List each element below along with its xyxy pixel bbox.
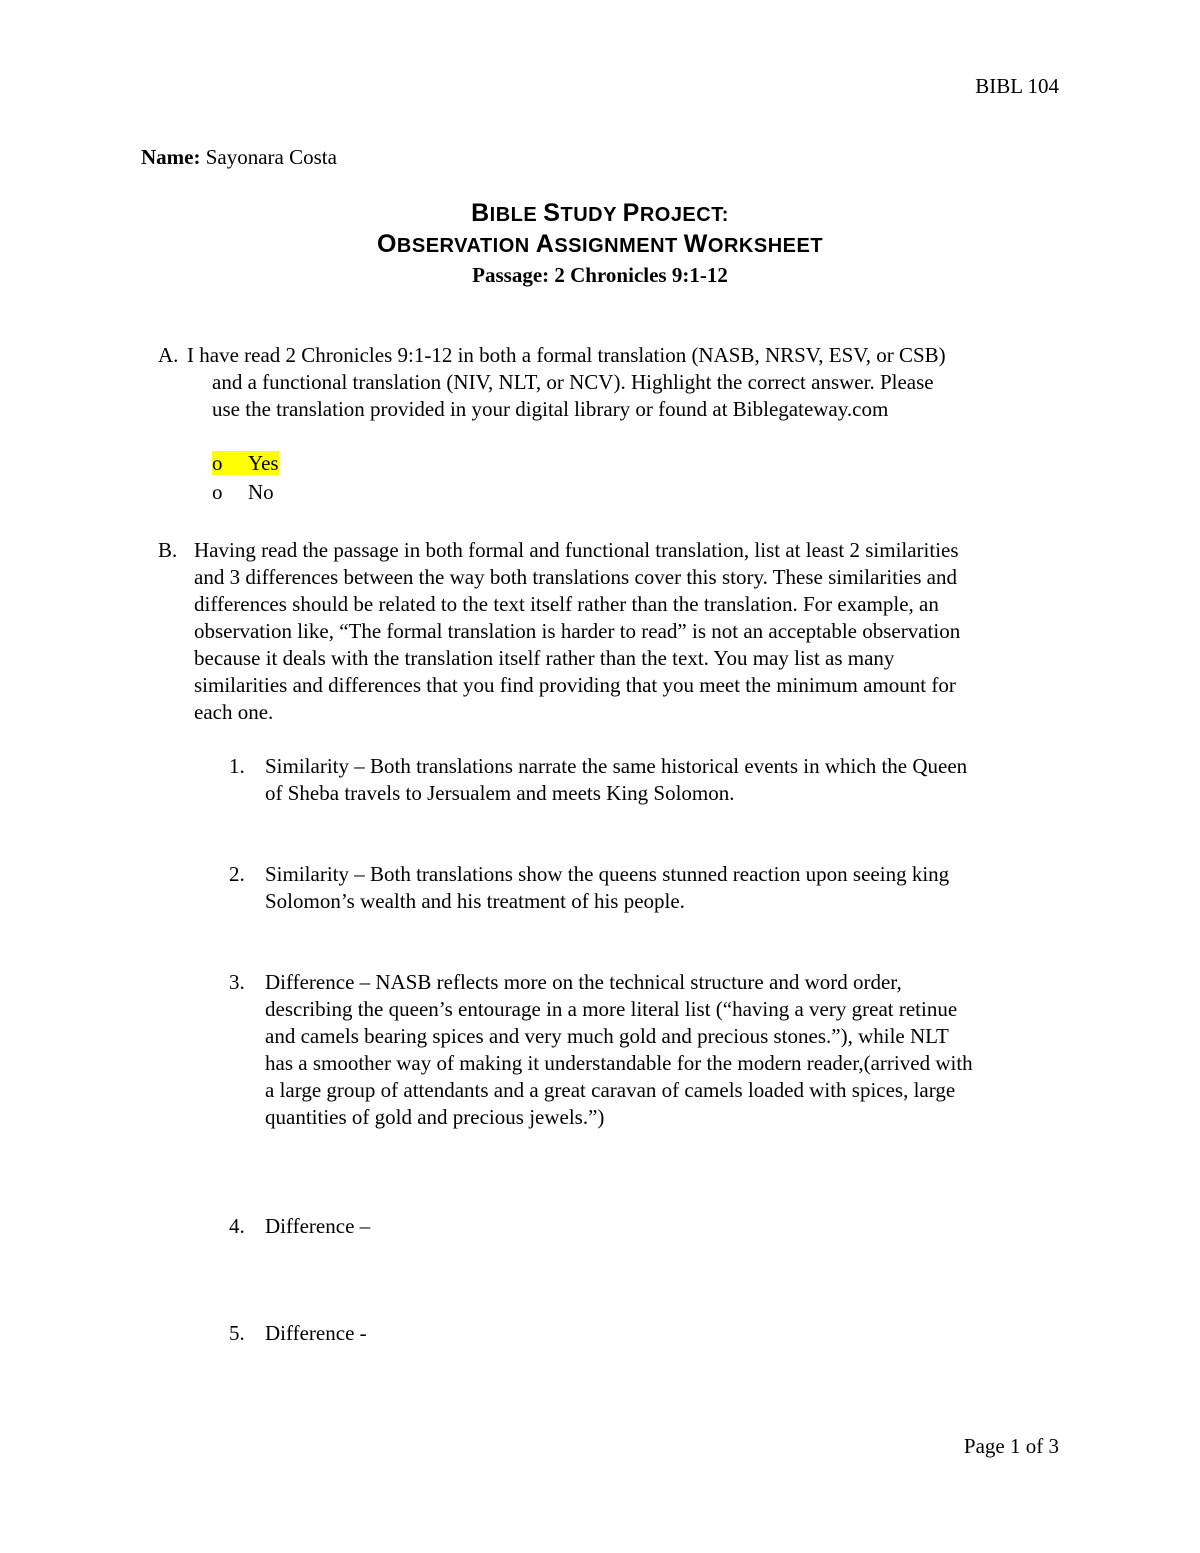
option-no-bullet: o — [212, 480, 223, 504]
course-code: BIBL 104 — [975, 74, 1059, 98]
section-b-label: B. — [158, 538, 178, 562]
title1-cap2: S — [543, 199, 561, 227]
section-b-line-4: observation like, “The formal translation is harder to read” is not an acceptable observation — [194, 619, 961, 643]
name-value: Sayonara Costa — [205, 145, 337, 169]
list-item-line: and camels bearing spices and very much gold and precious stones.”), while NLT — [265, 1024, 949, 1048]
option-no-label: No — [248, 480, 274, 504]
title1-rest1: IBLE — [489, 204, 544, 226]
section-a-line-1: I have read 2 Chronicles 9:1-12 in both a formal translation (NASB, NRSV, ESV, or CSB) — [187, 343, 946, 367]
section-b-line-1: Having read the passage in both formal and functional translation, list at least 2 similarities — [194, 538, 959, 562]
name-line — [141, 144, 337, 171]
list-item-number: 1. — [229, 754, 245, 778]
section-b-line-5: because it deals with the translation itself rather than the text. You may list as many — [194, 646, 895, 670]
title2-cap1: O — [376, 230, 397, 258]
title-line-1 — [0, 200, 1200, 229]
list-item-line: of Sheba travels to Jersualem and meets King Solomon. — [265, 781, 735, 805]
list-item-line: Difference - — [265, 1321, 367, 1345]
title1-cap3: P — [622, 199, 640, 227]
title-line-2 — [0, 231, 1200, 260]
list-item-line: Similarity – Both translations narrate the same historical events in which the Queen — [265, 754, 968, 778]
list-item-number: 3. — [229, 970, 245, 994]
section-a-label: A. — [158, 343, 179, 367]
list-item-line: Difference – — [265, 1214, 371, 1238]
list-item-line: Similarity – Both translations show the queens stunned reaction upon seeing king — [265, 862, 950, 886]
option-yes-highlight — [212, 451, 279, 475]
option-yes-label: Yes — [248, 451, 279, 475]
section-b-line-2: and 3 differences between the way both translations cover this story. These similarities and — [194, 565, 957, 589]
title2-rest2: SSIGNMENT — [554, 235, 684, 257]
title1-cap1: B — [471, 199, 490, 227]
list-item-line: has a smoother way of making it understandable for the modern reader,(arrived with — [265, 1051, 973, 1075]
section-a-line-2: and a functional translation (NIV, NLT, or NCV). Highlight the correct answer. Please — [212, 370, 934, 394]
list-item-line: quantities of gold and precious jewels.”) — [265, 1105, 605, 1129]
title2-rest1: BSERVATION — [396, 235, 536, 257]
passage-reference: Passage: 2 Chronicles 9:1-12 — [472, 263, 728, 287]
list-item-line: describing the queen’s entourage in a more literal list (“having a very great retinue — [265, 997, 958, 1021]
list-item-line: a large group of attendants and a great caravan of camels loaded with spices, large — [265, 1078, 956, 1102]
title2-rest3: ORKSHEET — [707, 235, 824, 257]
section-b-line-6: similarities and differences that you find providing that you meet the minimum amount for — [194, 673, 956, 697]
list-item-line: Solomon’s wealth and his treatment of his people. — [265, 889, 685, 913]
list-item-number: 5. — [229, 1321, 245, 1345]
section-a-line-3: use the translation provided in your digital library or found at Biblegateway.com — [212, 397, 889, 421]
title1-rest3: ROJECT: — [639, 204, 729, 226]
section-b-line-7: each one. — [194, 700, 274, 724]
list-item-line: Difference – NASB reflects more on the technical structure and word order, — [265, 970, 902, 994]
title1-rest2: TUDY — [560, 204, 623, 226]
option-yes-bullet: o — [212, 451, 223, 475]
page-number: Page 1 of 3 — [963, 1434, 1059, 1458]
option-no[interactable] — [212, 479, 274, 506]
option-yes[interactable] — [212, 450, 279, 477]
title2-cap2: A — [535, 230, 555, 258]
section-b-line-3: differences should be related to the text itself rather than the translation. For example, an — [194, 592, 939, 616]
title2-cap3: W — [683, 230, 708, 258]
list-item-number: 2. — [229, 862, 245, 886]
list-item-number: 4. — [229, 1214, 245, 1238]
name-label: Name: — [141, 145, 201, 169]
